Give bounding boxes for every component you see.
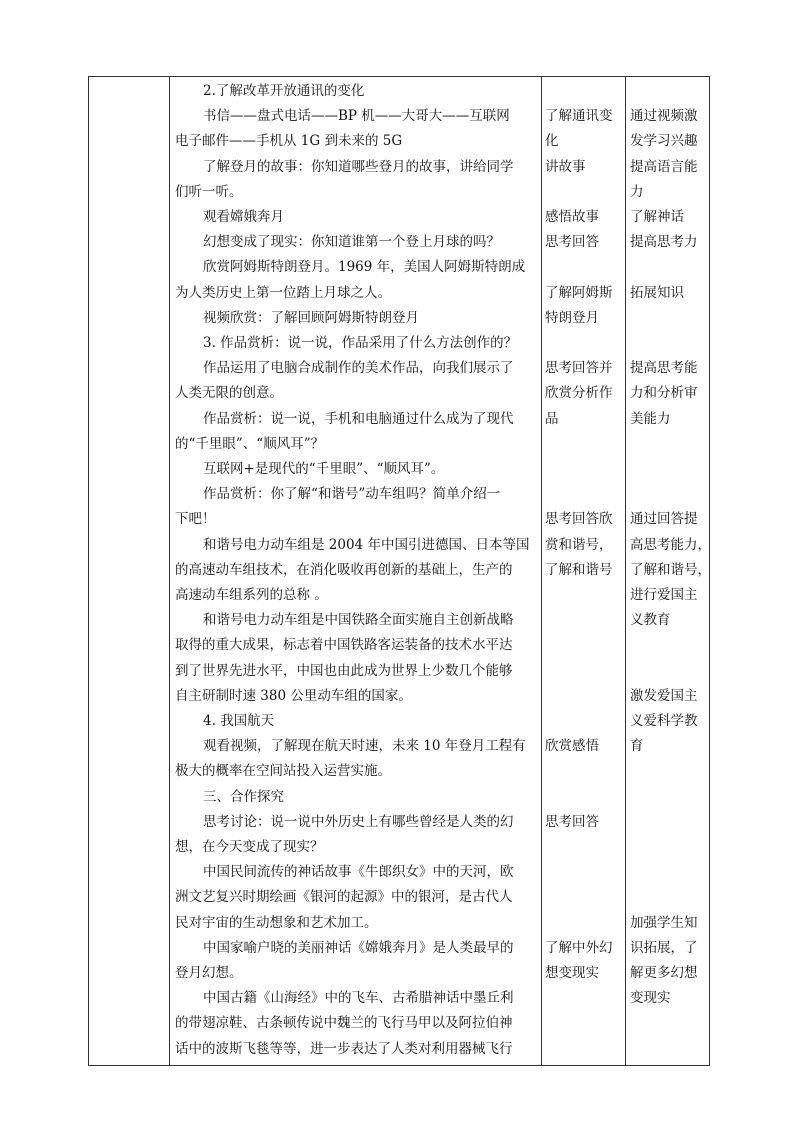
content-line: 4. 我国航天	[203, 713, 275, 729]
content-line: 极大的概率在空间站投入运营实施。	[175, 763, 391, 780]
intent-line: 了解和谐号，	[630, 561, 711, 578]
content-line: 高速动车组系列的总称 。	[175, 587, 328, 603]
content-line: 观看视频，了解现在航天时速，未来 10 年登月工程有	[203, 738, 526, 755]
content-line: 互联网+是现代的“千里眼”、“顺风耳”。	[203, 461, 445, 477]
content-line: 中国家喻户晓的美丽神话《嫦娥奔月》是人类最早的	[203, 939, 514, 956]
content-line: 2.了解改革开放通讯的变化	[203, 83, 365, 99]
intent-line: 变现实	[630, 990, 671, 1007]
activity-line: 思考回答并	[545, 360, 613, 377]
activity-line: 想变现实	[545, 965, 599, 981]
intent-line: 提高语言能	[630, 158, 698, 175]
activity-line: 了解中外幻	[545, 939, 613, 956]
activity-line: 思考回答	[545, 234, 599, 251]
content-line: 和谐号电力动车组是 2004 年中国引进德国、日本等国	[203, 536, 530, 553]
content-line: 登月幻想。	[175, 965, 243, 981]
content-line: 话中的波斯飞毯等等，进一步表达了人类对利用器械飞行	[175, 1040, 513, 1057]
activity-line: 了解阿姆斯	[545, 284, 613, 301]
content-line: 自主研制时速 380 公里动车组的国家。	[175, 687, 412, 704]
content-line: 中国古籍《山海经》中的飞车、古希腊神话中墨丘利	[203, 990, 514, 1007]
intent-line: 通过回答提	[630, 511, 698, 528]
content-line: 想，在今天变成了现实？	[175, 839, 324, 855]
column-divider	[169, 77, 170, 1065]
content-line: 的带翅凉鞋、古条顿传说中魏兰的飞行马甲以及阿拉伯神	[175, 1015, 513, 1032]
intent-line: 义教育	[630, 612, 671, 629]
intent-line: 美能力	[630, 410, 671, 427]
content-line: 书信——盘式电话——BP 机——大哥大——互联网	[203, 108, 510, 125]
content-line: 三、合作探究	[203, 788, 284, 805]
intent-line: 解更多幻想	[630, 965, 698, 981]
intent-line: 育	[630, 738, 644, 755]
content-line: 们听一听。	[175, 183, 243, 200]
content-line: 中国民间流传的神话故事《牛郎织女》中的天河，欧	[203, 864, 514, 881]
activity-line: 感悟故事	[545, 209, 599, 225]
content-line: 下吧！	[175, 511, 216, 528]
content-line: 作品赏析：说一说，手机和电脑通过什么成为了现代	[203, 410, 514, 427]
activity-line: 品	[545, 410, 559, 427]
content-line: 幻想变成了现实：你知道谁第一个登上月球的吗？	[203, 234, 500, 251]
intent-line: 了解神话	[630, 209, 684, 225]
content-line: 人类无限的创意。	[175, 385, 283, 402]
activity-line: 讲故事	[545, 158, 586, 175]
intent-line: 义爱科学教	[630, 713, 698, 729]
content-line: 为人类历史上第一位踏上月球之人。	[175, 284, 391, 301]
column-divider	[625, 77, 626, 1065]
intent-line: 进行爱国主	[630, 587, 698, 603]
content-line: 视频欣赏：了解回顾阿姆斯特朗登月	[203, 309, 419, 326]
content-line: 洲文艺复兴时期绘画《银河的起源》中的银河，是古代人	[175, 889, 513, 906]
activity-line: 特朗登月	[545, 309, 599, 326]
activity-line: 赏和谐号，	[545, 536, 613, 553]
content-line: 思考讨论：说一说中外历史上有哪些曾经是人类的幻	[203, 813, 514, 830]
lesson-table	[88, 76, 710, 1066]
content-line: 观看嫦娥奔月	[203, 209, 284, 225]
intent-line: 拓展知识	[630, 284, 684, 301]
activity-line: 了解通讯变	[545, 108, 613, 125]
content-line: 作品赏析：你了解“和谐号”动车组吗？简单介绍一	[203, 486, 501, 503]
content-line: 电子邮件——手机从 1G 到未来的 5G	[175, 133, 403, 150]
intent-line: 高思考能力，	[630, 536, 711, 553]
activity-line: 思考回答欣	[545, 511, 613, 528]
content-line: 到了世界先进水平，中国也由此成为世界上少数几个能够	[175, 662, 513, 679]
content-line: 和谐号电力动车组是中国铁路全面实施自主创新战略	[203, 612, 514, 629]
intent-line: 力和分析审	[630, 385, 698, 402]
content-line: 作品运用了电脑合成制作的美术作品，向我们展示了	[203, 360, 514, 377]
intent-line: 识拓展，了	[630, 939, 698, 956]
content-line: 的“千里眼”、“顺风耳”？	[175, 435, 325, 452]
intent-line: 提高思考能	[630, 360, 698, 377]
activity-line: 思考回答	[545, 813, 599, 830]
intent-line: 通过视频激	[630, 108, 698, 125]
content-line: 的高速动车组技术，在消化吸收再创新的基础上，生产的	[175, 561, 513, 578]
intent-line: 提高思考力	[630, 234, 698, 251]
intent-line: 发学习兴趣	[630, 133, 698, 150]
content-line: 了解登月的故事：你知道哪些登月的故事，讲给同学	[203, 158, 514, 175]
content-line: 欣赏阿姆斯特朗登月。1969 年，美国人阿姆斯特朗成	[203, 259, 526, 276]
activity-line: 了解和谐号	[545, 561, 613, 578]
activity-line: 化	[545, 133, 559, 150]
intent-line: 激发爱国主	[630, 687, 698, 704]
content-line: 3. 作品赏析：说一说，作品采用了什么方法创作的？	[203, 335, 518, 351]
column-divider	[541, 77, 542, 1065]
intent-line: 加强学生知	[630, 914, 698, 931]
activity-line: 欣赏分析作	[545, 385, 613, 402]
content-line: 取得的重大成果，标志着中国铁路客运装备的技术水平达	[175, 637, 513, 654]
content-line: 民对宇宙的生动想象和艺术加工。	[175, 914, 378, 931]
intent-line: 力	[630, 183, 644, 200]
activity-line: 欣赏感悟	[545, 738, 599, 755]
